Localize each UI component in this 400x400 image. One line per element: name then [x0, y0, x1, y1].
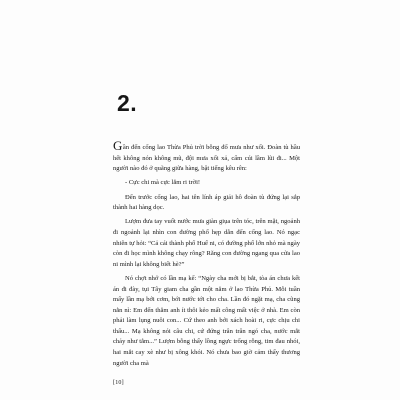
page-number: [10]: [113, 380, 124, 386]
chapter-body: [113, 138, 300, 373]
paragraph-2: - Cực chi mà cực lắm ri trời!: [125, 179, 201, 187]
paragraph-3: Đến trước cổng lao, hai tên lính áp giải hô đoàn tù đứng lại sắp thành hai hàng dọc.: [113, 193, 300, 212]
drop-cap: G: [113, 138, 123, 153]
paragraph-5: Nó chợt nhớ có lần mạ kể: “Ngày cha mới bị bắt, tòa án chưa kết án đi đày, tụi Tây giam cha gần một năm ở lao Thừa Phủ. Mỗi tuần mấy lần mạ bới cơm, bới nước tới cho cha. Lần đó ngặt mạ, cha cũng nằn nì: Em đến thăm anh ít thôi kẻo mất công mất việc ở nhà. Em còn phải làm lụng nuôi con... Cứ theo anh bới xách hoài ri, cực chịu chi thấu... Mạ không nói câu chi, cứ đứng trân trân ngó cha, nước mắt chảy như tắm...” Lượm bỗng thấy lồng ngực trống rỗng, tim đau nhói, hai mắt cay xè như bị xông khói. Nó chưa bao giờ cảm thấy thương người cha mà: [113, 274, 300, 367]
chapter-number: 2.: [117, 90, 138, 116]
paragraph-1: [113, 138, 300, 175]
paragraph-4: Lượm đưa tay vuốt nước mưa giàn giụa trên tóc, trên mặt, ngoảnh đi ngoảnh lại nhìn con đường phố hẹp dẫn đến cổng lao. Nó ngạc nhiên tự hỏi: “Cả cái thành phố Huế ni, có đường phố lớn nhỏ mà ngày còn đi học mình không chạy rông? Răng con đường ngang qua cửa lao ni mình lại không biết hè?”: [113, 218, 300, 268]
paragraph-1-text: ần đến cổng lao Thừa Phủ trời bỗng đổ mưa như xối. Đoàn tù hầu hết không nón không mũ, đội mưa xối xả, cẩm cúi lầm lũi đi... Một người nào đó ở quãng giữa hàng, bật tiếng kêu rên:: [113, 144, 300, 173]
